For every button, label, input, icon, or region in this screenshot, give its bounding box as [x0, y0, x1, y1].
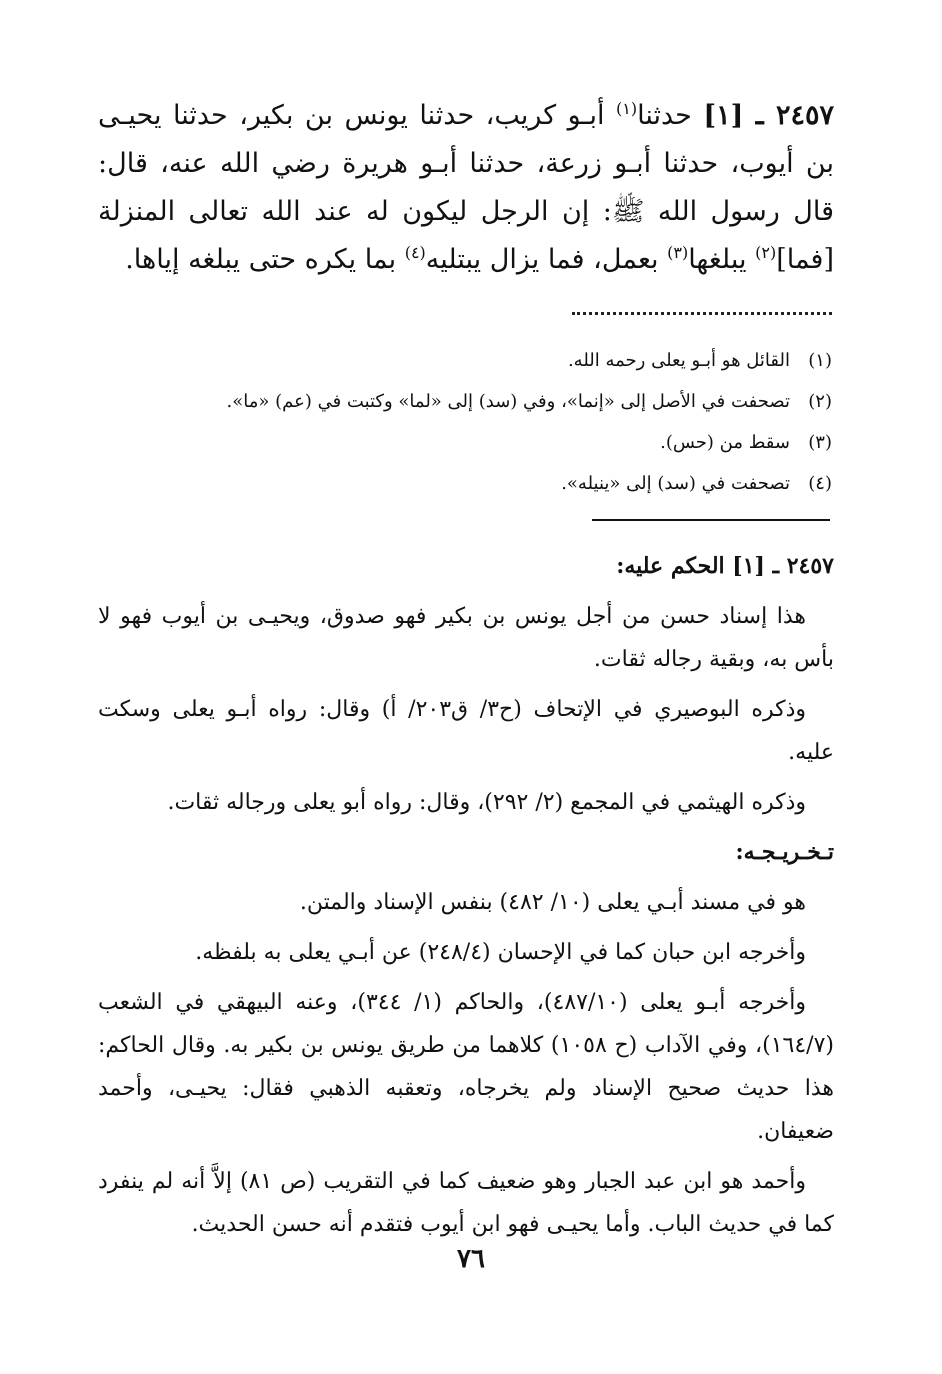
footnote-text: تصحفت في (سد) إلى «ينيله».: [561, 473, 790, 494]
takhrij-paragraph: وأخرجه ابن حبان كما في الإحسان (٢٤٨/٤) عن أبـي يعلى به بلفظه.: [195, 940, 806, 965]
hadith-number: ٢٤٥٧ ـ [١]: [703, 100, 834, 131]
hadith-text: [98, 92, 834, 284]
footnote-number: (٢): [808, 391, 832, 412]
ruling-paragraph: وذكره البوصيري في الإتحاف (ح٣/ ق٢٠٣/ أ) وقال: رواه أبـو يعلى وسكت عليه.: [98, 697, 834, 765]
footnote: [220, 340, 832, 381]
footnote-number: (١): [808, 350, 832, 371]
footnote-text: القائل هو أبـو يعلى رحمه الله.: [567, 350, 790, 371]
footnote-ref-3[interactable]: (٣): [667, 243, 689, 262]
section-divider: [592, 519, 830, 521]
footnote-text: تصحفت في الأصل إلى «إنما»، وفي (سد) إلى «لما» وكتبت في (عم) «ما».: [226, 391, 790, 412]
footnote-text: سقط من (حس).: [660, 432, 790, 453]
footnote-ref-2[interactable]: (٢): [755, 243, 777, 262]
footnote-number: (٣): [808, 432, 832, 453]
footnotes: [220, 340, 832, 504]
ruling-heading: ٢٤٥٧ ـ [١] الحكم عليه:: [616, 553, 834, 579]
takhrij-paragraph: هو في مسند أبـي يعلى (١٠/ ٤٨٢) بنفس الإسناد والمتن.: [299, 890, 806, 915]
hadith-text-part: يبلغها: [688, 244, 747, 275]
takhrij-paragraph: وأحمد هو ابن عبد الجبار وهو ضعيف كما في التقريب (ص ٨١) إلاَّ أنه لم ينفرد كما في حديث الباب. وأما يحيـى فهو ابن أيوب فتقدم أنه حسن الحديث.: [98, 1169, 834, 1237]
takhrij-paragraph: وأخرجه أبـو يعلى (٤٨٧/١٠)، والحاكم (١/ ٣٤٤)، وعنه البيهقي في الشعب (١٦٤/٧)، وفي الآداب (ح ١٠٥٨) كلاهما من طريق يونس بن بكير به. وقال الحاكم: هذا حديث صحيح الإسناد ولم يخرجاه، وتعقبه الذهبي فقال: يحيـى، وأحمد ضعيفان.: [98, 990, 835, 1144]
page-number: ٧٦: [457, 1244, 485, 1274]
footnote-separator: [572, 312, 832, 315]
hadith-text-part: أبـو كريب، حدثنا يونس بن بكير، حدثنا يحيـى بن أيوب، حدثنا أبـو زرعة، حدثنا أبـو هريرة رضي الله عنه، قال: قال رسول الله ﷺ: إن الرجل ليكون له عند الله تعالى المنزلة [فما]: [98, 100, 834, 275]
footnote-ref-1[interactable]: (١): [616, 99, 638, 118]
commentary: [98, 545, 834, 1253]
footnote-ref-4[interactable]: (٤): [404, 243, 426, 262]
ruling-paragraph: هذا إسناد حسن من أجل يونس بن بكير فهو صدوق، ويحيـى بن أيوب فهو لا بأس به، وبقية رجاله ثقات.: [98, 604, 834, 672]
footnote-number: (٤): [808, 473, 832, 494]
footnote: [220, 381, 832, 422]
takhrij-heading: تـخـريـجـه:: [735, 839, 834, 865]
ruling-paragraph: وذكره الهيثمي في المجمع (٢/ ٢٩٢)، وقال: رواه أبو يعلى ورجاله ثقات.: [167, 790, 806, 815]
hadith-text-part: حدثنا: [637, 100, 692, 131]
hadith-text-part: بعمل، فما يزال يبتليه: [425, 244, 659, 275]
hadith-text-part: بما يكره حتى يبلغه إياها.: [125, 244, 397, 275]
footnote: [220, 422, 832, 463]
footnote: [220, 463, 832, 504]
